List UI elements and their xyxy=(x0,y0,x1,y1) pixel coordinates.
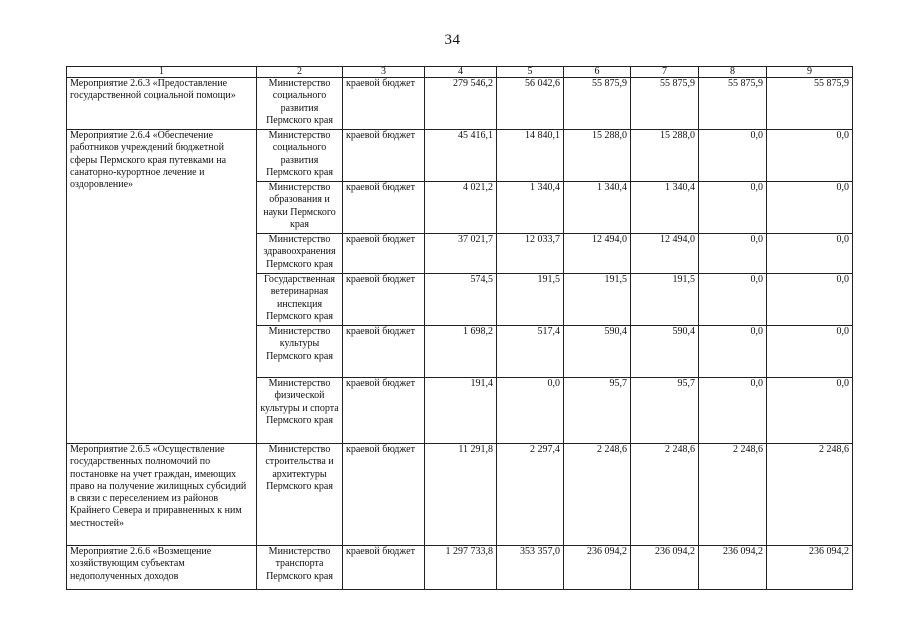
executor-cell: Министерство строительства и архитектуры Пермского края xyxy=(257,444,343,546)
funding-source-cell: краевой бюджет xyxy=(343,274,425,326)
column-number-header: 4 xyxy=(425,67,497,78)
amount-cell: 590,4 xyxy=(631,326,699,378)
amount-cell: 236 094,2 xyxy=(767,546,853,590)
funding-source-cell: краевой бюджет xyxy=(343,234,425,274)
amount-cell: 0,0 xyxy=(699,182,767,234)
amount-cell: 14 840,1 xyxy=(497,130,564,182)
funding-source-cell: краевой бюджет xyxy=(343,130,425,182)
column-number-header: 3 xyxy=(343,67,425,78)
funding-source-cell: краевой бюджет xyxy=(343,182,425,234)
amount-cell: 236 094,2 xyxy=(631,546,699,590)
activity-cell: Мероприятие 2.6.4 «Обеспечение работников учреждений бюджетной сферы Пермского края путевками на санаторно-курортное лечение и оздоровление» xyxy=(67,130,257,444)
column-number-header: 1 xyxy=(67,67,257,78)
amount-cell: 0,0 xyxy=(767,378,853,444)
executor-cell: Государственная ветеринарная инспекция Пермского края xyxy=(257,274,343,326)
activity-cell: Мероприятие 2.6.5 «Осуществление государственных полномочий по постановке на учет граждан, имеющих право на получение жилищных субсидий в связи с переселением из районов Крайнего Севера и приравненных к ним местностей» xyxy=(67,444,257,546)
page-number: 34 xyxy=(444,32,461,48)
amount-cell: 236 094,2 xyxy=(564,546,631,590)
column-number-header: 2 xyxy=(257,67,343,78)
amount-cell: 0,0 xyxy=(767,234,853,274)
amount-cell: 45 416,1 xyxy=(425,130,497,182)
amount-cell: 353 357,0 xyxy=(497,546,564,590)
funding-source-cell: краевой бюджет xyxy=(343,444,425,546)
amount-cell: 236 094,2 xyxy=(699,546,767,590)
amount-cell: 1 340,4 xyxy=(497,182,564,234)
amount-cell: 12 033,7 xyxy=(497,234,564,274)
amount-cell: 0,0 xyxy=(767,130,853,182)
column-number-header: 7 xyxy=(631,67,699,78)
column-number-header: 6 xyxy=(564,67,631,78)
column-number-header: 9 xyxy=(767,67,853,78)
executor-cell: Министерство транспорта Пермского края xyxy=(257,546,343,590)
amount-cell: 11 291,8 xyxy=(425,444,497,546)
amount-cell: 279 546,2 xyxy=(425,78,497,130)
amount-cell: 55 875,9 xyxy=(631,78,699,130)
funding-source-cell: краевой бюджет xyxy=(343,378,425,444)
table-row xyxy=(67,546,853,590)
amount-cell: 0,0 xyxy=(767,326,853,378)
funding-source-cell: краевой бюджет xyxy=(343,326,425,378)
amount-cell: 12 494,0 xyxy=(631,234,699,274)
amount-cell: 56 042,6 xyxy=(497,78,564,130)
executor-cell: Министерство физической культуры и спорта Пермского края xyxy=(257,378,343,444)
amount-cell: 0,0 xyxy=(699,274,767,326)
amount-cell: 191,5 xyxy=(631,274,699,326)
amount-cell: 574,5 xyxy=(425,274,497,326)
amount-cell: 2 248,6 xyxy=(631,444,699,546)
amount-cell: 15 288,0 xyxy=(564,130,631,182)
program-funding-table xyxy=(66,66,853,590)
executor-cell: Министерство культуры Пермского края xyxy=(257,326,343,378)
amount-cell: 0,0 xyxy=(699,130,767,182)
amount-cell: 55 875,9 xyxy=(564,78,631,130)
column-number-header: 5 xyxy=(497,67,564,78)
amount-cell: 2 248,6 xyxy=(564,444,631,546)
amount-cell: 2 297,4 xyxy=(497,444,564,546)
funding-source-cell: краевой бюджет xyxy=(343,78,425,130)
amount-cell: 2 248,6 xyxy=(767,444,853,546)
amount-cell: 1 698,2 xyxy=(425,326,497,378)
table-header-row xyxy=(67,67,853,78)
executor-cell: Министерство образования и науки Пермского края xyxy=(257,182,343,234)
amount-cell: 95,7 xyxy=(631,378,699,444)
amount-cell: 12 494,0 xyxy=(564,234,631,274)
column-number-header: 8 xyxy=(699,67,767,78)
amount-cell: 1 340,4 xyxy=(631,182,699,234)
amount-cell: 191,5 xyxy=(564,274,631,326)
amount-cell: 2 248,6 xyxy=(699,444,767,546)
table-row xyxy=(67,130,853,182)
amount-cell: 1 340,4 xyxy=(564,182,631,234)
funding-source-cell: краевой бюджет xyxy=(343,546,425,590)
amount-cell: 0,0 xyxy=(767,182,853,234)
activity-cell: Мероприятие 2.6.3 «Предоставление государственной социальной помощи» xyxy=(67,78,257,130)
amount-cell: 590,4 xyxy=(564,326,631,378)
amount-cell: 0,0 xyxy=(497,378,564,444)
amount-cell: 0,0 xyxy=(767,274,853,326)
table-row xyxy=(67,444,853,546)
amount-cell: 191,5 xyxy=(497,274,564,326)
amount-cell: 37 021,7 xyxy=(425,234,497,274)
amount-cell: 0,0 xyxy=(699,326,767,378)
amount-cell: 55 875,9 xyxy=(699,78,767,130)
executor-cell: Министерство здравоохранения Пермского края xyxy=(257,234,343,274)
table-row xyxy=(67,78,853,130)
amount-cell: 95,7 xyxy=(564,378,631,444)
activity-cell: Мероприятие 2.6.6 «Возмещение хозяйствующим субъектам недополученных доходов xyxy=(67,546,257,590)
amount-cell: 0,0 xyxy=(699,378,767,444)
amount-cell: 4 021,2 xyxy=(425,182,497,234)
amount-cell: 15 288,0 xyxy=(631,130,699,182)
amount-cell: 0,0 xyxy=(699,234,767,274)
amount-cell: 191,4 xyxy=(425,378,497,444)
amount-cell: 517,4 xyxy=(497,326,564,378)
amount-cell: 1 297 733,8 xyxy=(425,546,497,590)
executor-cell: Министерство социального развития Пермского края xyxy=(257,78,343,130)
amount-cell: 55 875,9 xyxy=(767,78,853,130)
executor-cell: Министерство социального развития Пермского края xyxy=(257,130,343,182)
